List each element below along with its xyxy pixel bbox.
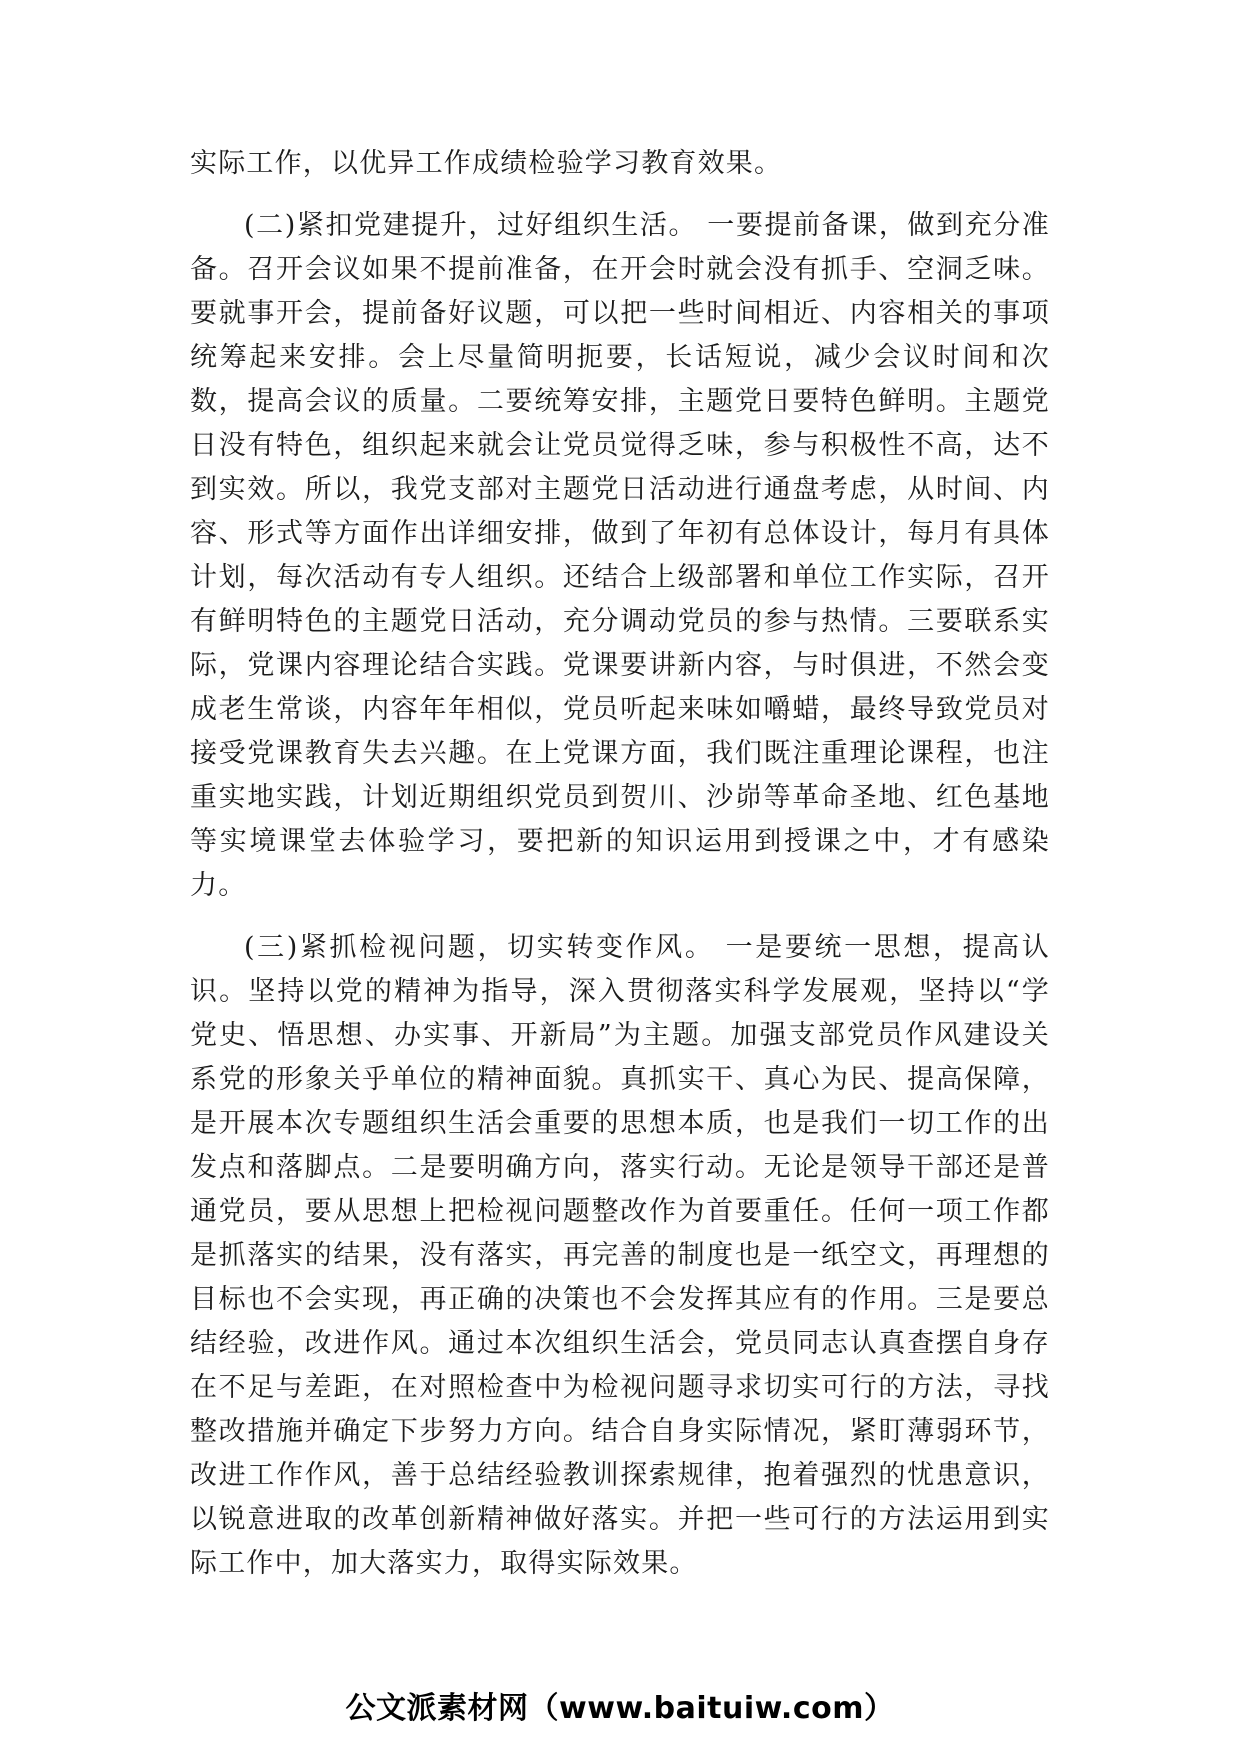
- paragraph-section-two: (二)紧扣党建提升，过好组织生活。 一要提前备课，做到充分准备。召开会议如果不提前准备，在开会时就会没有抓手、空洞乏味。要就事开会，提前备好议题，可以把一些时间相近、内容相关的事项统筹起来安排。会上尽量简明扼要，长话短说，减少会议时间和次数，提高会议的质量。二要统筹安排，主题党日要特色鲜明。主题党日没有特色，组织起来就会让党员觉得乏味，参与积极性不高，达不到实效。所以，我党支部对主题党日活动进行通盘考虑，从时间、内容、形式等方面作出详细安排，做到了年初有总体设计，每月有具体计划，每次活动有专人组织。还结合上级部署和单位工作实际，召开有鲜明特色的主题党日活动，充分调动党员的参与热情。三要联系实际，党课内容理论结合实践。党课要讲新内容，与时俱进，不然会变成老生常谈，内容年年相似，党员听起来味如嚼蜡，最终导致党员对接受党课教育失去兴趣。在上党课方面，我们既注重理论课程，也注重实地实践，计划近期组织党员到贺川、沙峁等革命圣地、红色基地等实境课堂去体验学习，要把新的知识运用到授课之中，才有感染力。: [190, 210, 1050, 901]
- footer-watermark: 公文派素材网（www.baituiw.com）: [345, 1691, 895, 1726]
- paragraph-continuation: 实际工作，以优异工作成绩检验学习教育效果。: [190, 148, 783, 179]
- paragraph-section-three: (三)紧抓检视问题，切实转变作风。 一是要统一思想，提高认识。坚持以党的精神为指导，深入贯彻落实科学发展观，坚持以“学党史、悟思想、办实事、开新局”为主题。加强支部党员作风建设关系党的形象关乎单位的精神面貌。真抓实干、真心为民、提高保障，是开展本次专题组织生活会重要的思想本质，也是我们一切工作的出发点和落脚点。二是要明确方向，落实行动。无论是领导干部还是普通党员，要从思想上把检视问题整改作为首要重任。任何一项工作都是抓落实的结果，没有落实，再完善的制度也是一纸空文，再理想的目标也不会实现，再正确的决策也不会发挥其应有的作用。三是要总结经验，改进作风。通过本次组织生活会，党员同志认真查摆自身存在不足与差距，在对照检查中为检视问题寻求切实可行的方法，寻找整改措施并确定下步努力方向。结合自身实际情况，紧盯薄弱环节，改进工作作风，善于总结经验教训探索规律，抱着强烈的忧患意识，以锐意进取的改革创新精神做好落实。并把一些可行的方法运用到实际工作中，加大落实力，取得实际效果。: [190, 932, 1050, 1579]
- document-body: [190, 142, 1050, 1586]
